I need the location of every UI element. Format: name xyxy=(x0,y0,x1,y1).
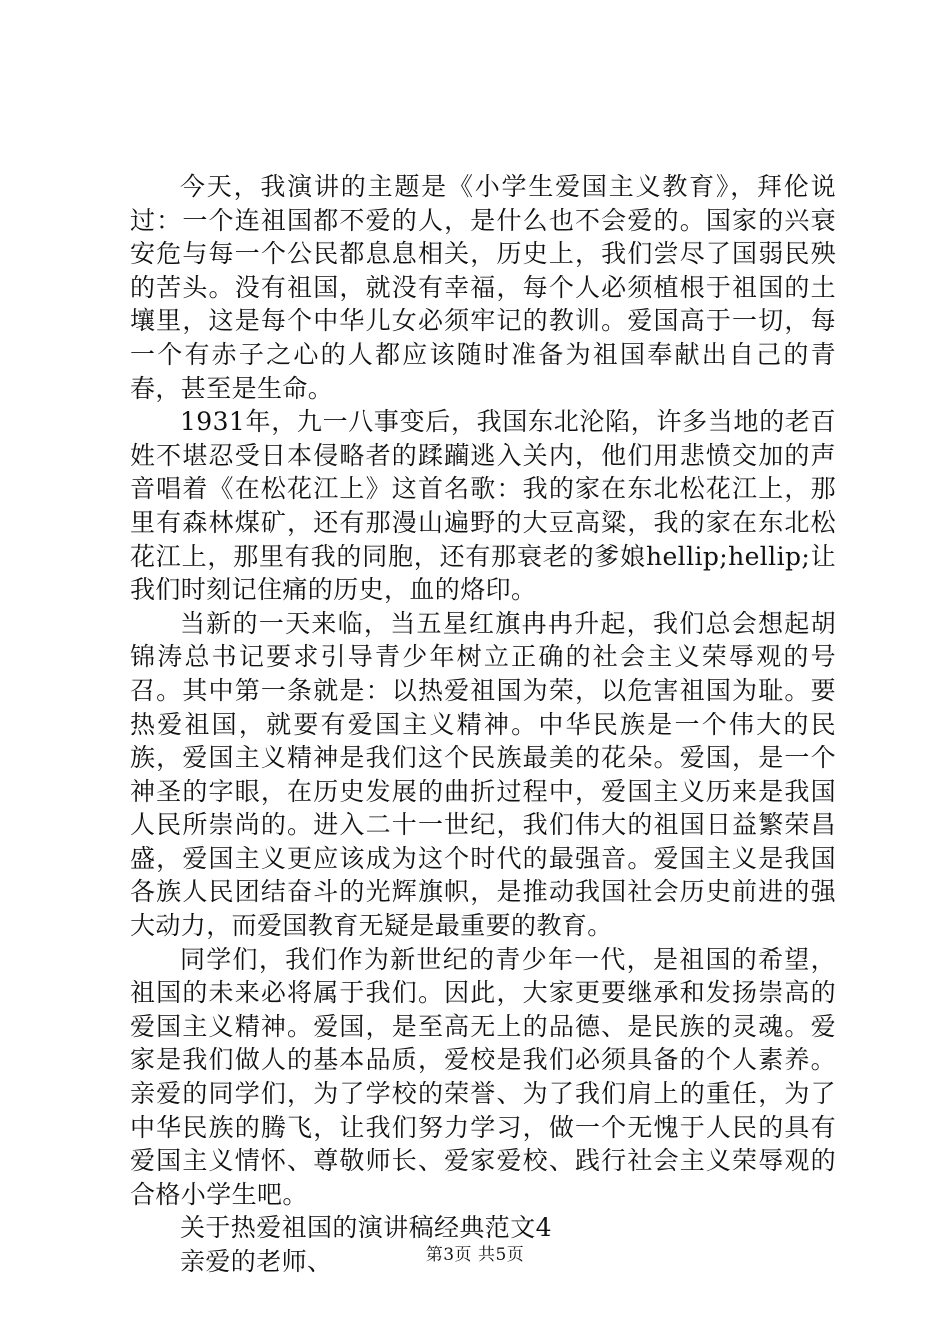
page-number-footer: 第3页 共5页 xyxy=(425,1245,525,1265)
paragraph-patriotism: 当新的一天来临，当五星红旗冉冉升起，我们总会想起胡锦涛总书记要求引导青少年树立正确的社会主义荣辱观的号召。其中第一条就是：以热爱祖国为荣，以危害祖国为耻。要热爱祖国，就要有爱国主义精神。中华民族是一个伟大的民族，爱国主义精神是我们这个民族最美的花朵。爱国，是一个神圣的字眼，在历史发展的曲折过程中，爱国主义历来是我国人民所崇尚的。进入二十一世纪，我们伟大的祖国日益繁荣昌盛，爱国主义更应该成为这个时代的最强音。爱国主义是我国各族人民团结奋斗的光辉旗帜，是推动我国社会历史前进的强大动力，而爱国教育无疑是最重要的教育。 xyxy=(130,608,836,941)
section-heading: 关于热爱祖国的演讲稿经典范文4 xyxy=(180,1213,552,1243)
salutation-line: 亲爱的老师、 xyxy=(180,1247,333,1276)
document-body xyxy=(130,170,836,1279)
paragraph-intro: 今天，我演讲的主题是《小学生爱国主义教育》，拜伦说过：一个连祖国都不爱的人，是什么也不会爱的。国家的兴衰安危与每一个公民都息息相关，历史上，我们尝尽了国弱民殃的苦头。没有祖国，就没有幸福，每个人必须植根于祖国的土壤里，这是每个中华儿女必须牢记的教训。爱国高于一切，每一个有赤子之心的人都应该随时准备为祖国奉献出自己的青春，甚至是生命。 xyxy=(130,172,836,403)
paragraph-1931: 1931年，九一八事变后，我国东北沦陷，许多当地的老百姓不堪忍受日本侵略者的蹂躏逃入关内，他们用悲愤交加的声音唱着《在松花江上》这首名歌：我的家在东北松花江上，那里有森林煤矿，还有那漫山遍野的大豆高粱，我的家在东北松花江上，那里有我的同胞，还有那衰老的爹娘hellip;hellip;让我们时刻记住痛的历史，血的烙印。 xyxy=(130,407,836,605)
paragraph-students: 同学们，我们作为新世纪的青少年一代，是祖国的希望，祖国的未来必将属于我们。因此，大家更要继承和发扬崇高的爱国主义精神。爱国，是至高无上的品德、是民族的灵魂。爱家是我们做人的基本品质，爱校是我们必须具备的个人素养。亲爱的同学们，为了学校的荣誉、为了我们肩上的重任，为了中华民族的腾飞，让我们努力学习，做一个无愧于人民的具有爱国主义情怀、尊敬师长、爱家爱校、践行社会主义荣辱观的合格小学生吧。 xyxy=(130,944,836,1209)
